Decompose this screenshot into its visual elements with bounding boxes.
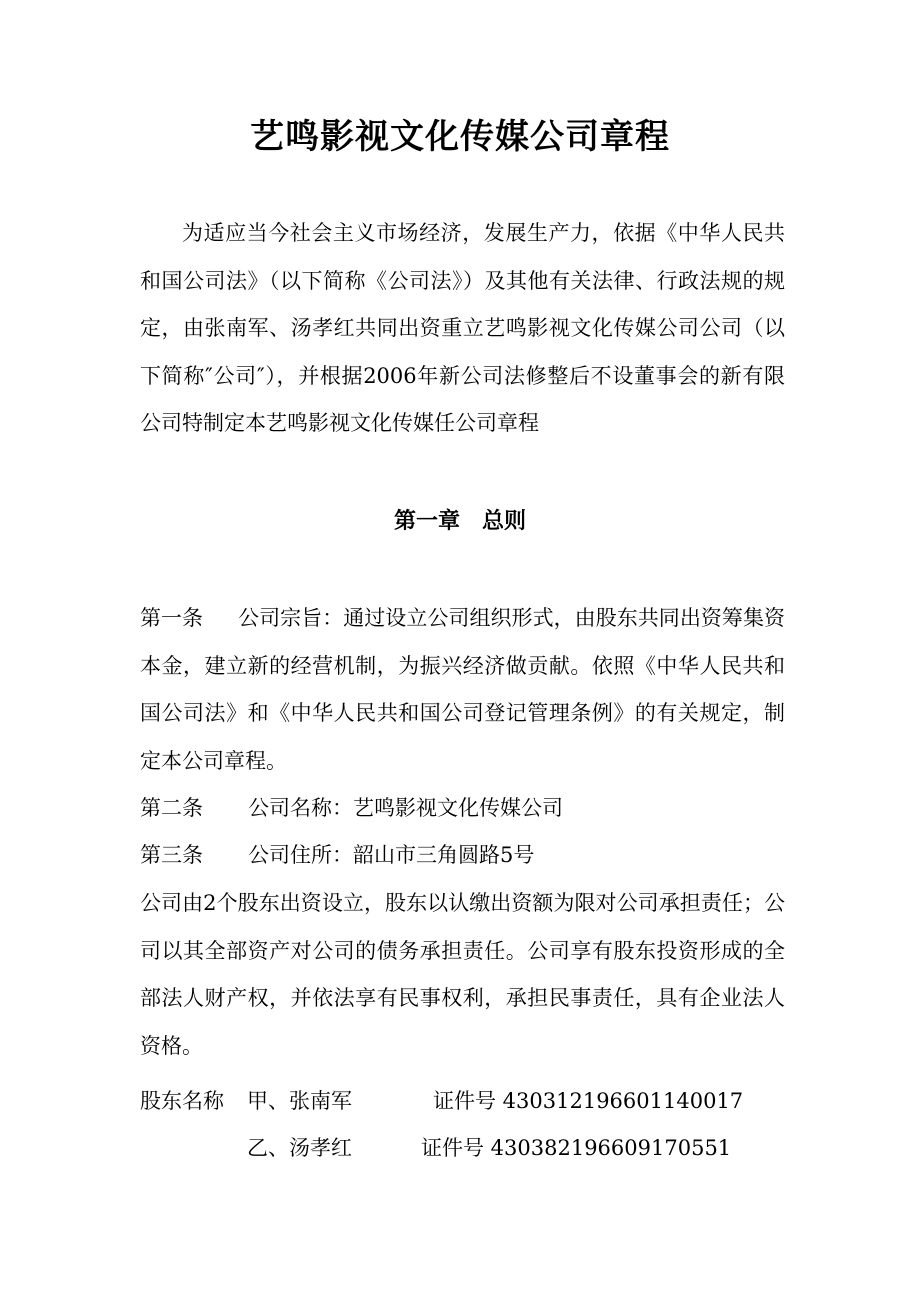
article-1-number: 第一条: [140, 606, 203, 630]
liability-paragraph: 公司由2个股东出资设立，股东以认缴出资额为限对公司承担责任；公司以其全部资产对公司的债务承担责任。公司享有股东投资形成的全部法人财产权，并依法享有民事权利，承担民事责任，具有企业法人资格。: [140, 891, 785, 1058]
document-title: 艺鸣影视文化传媒公司章程: [250, 117, 670, 157]
shareholder-2-id: 证件号 430382196609170551: [421, 1136, 732, 1160]
shareholder-1-id: 证件号 430312196601140017: [433, 1089, 744, 1113]
article-3: [140, 832, 785, 880]
article-1-text: 公司宗旨：通过设立公司组织形式，由股东共同出资筹集资本金，建立新的经营机制，为振兴经济做贡献。依照《中华人民共和国公司法》和《中华人民共和国公司登记管理条例》的有关规定，制定本公司章程。: [140, 606, 785, 773]
shareholder-1-name: 甲、张南军: [247, 1089, 352, 1113]
chapter-title: 第一章 总则: [393, 509, 526, 534]
article-1: [140, 595, 785, 785]
article-2: [140, 785, 785, 833]
article-3-number: 第三条: [140, 843, 203, 867]
shareholders-label: 股东名称: [140, 1089, 224, 1113]
shareholder-2-name: 乙、汤孝红: [247, 1136, 352, 1160]
article-2-number: 第二条: [140, 796, 203, 820]
article-2-text: 公司名称：艺鸣影视文化传媒公司: [248, 796, 563, 820]
article-3-text: 公司住所：韶山市三角圆路5号: [248, 843, 535, 867]
intro-paragraph: 为适应当今社会主义市场经济，发展生产力，依据《中华人民共和国公司法》（以下简称《公司法》）及其他有关法律、行政法规的规定，由张南军、汤孝红共同出资重立艺鸣影视文化传媒公司公司（以下简称″公司″），并根据2006年新公司法修整后不设董事会的新有限公司特制定本艺鸣影视文化传媒任公司章程: [140, 221, 785, 435]
